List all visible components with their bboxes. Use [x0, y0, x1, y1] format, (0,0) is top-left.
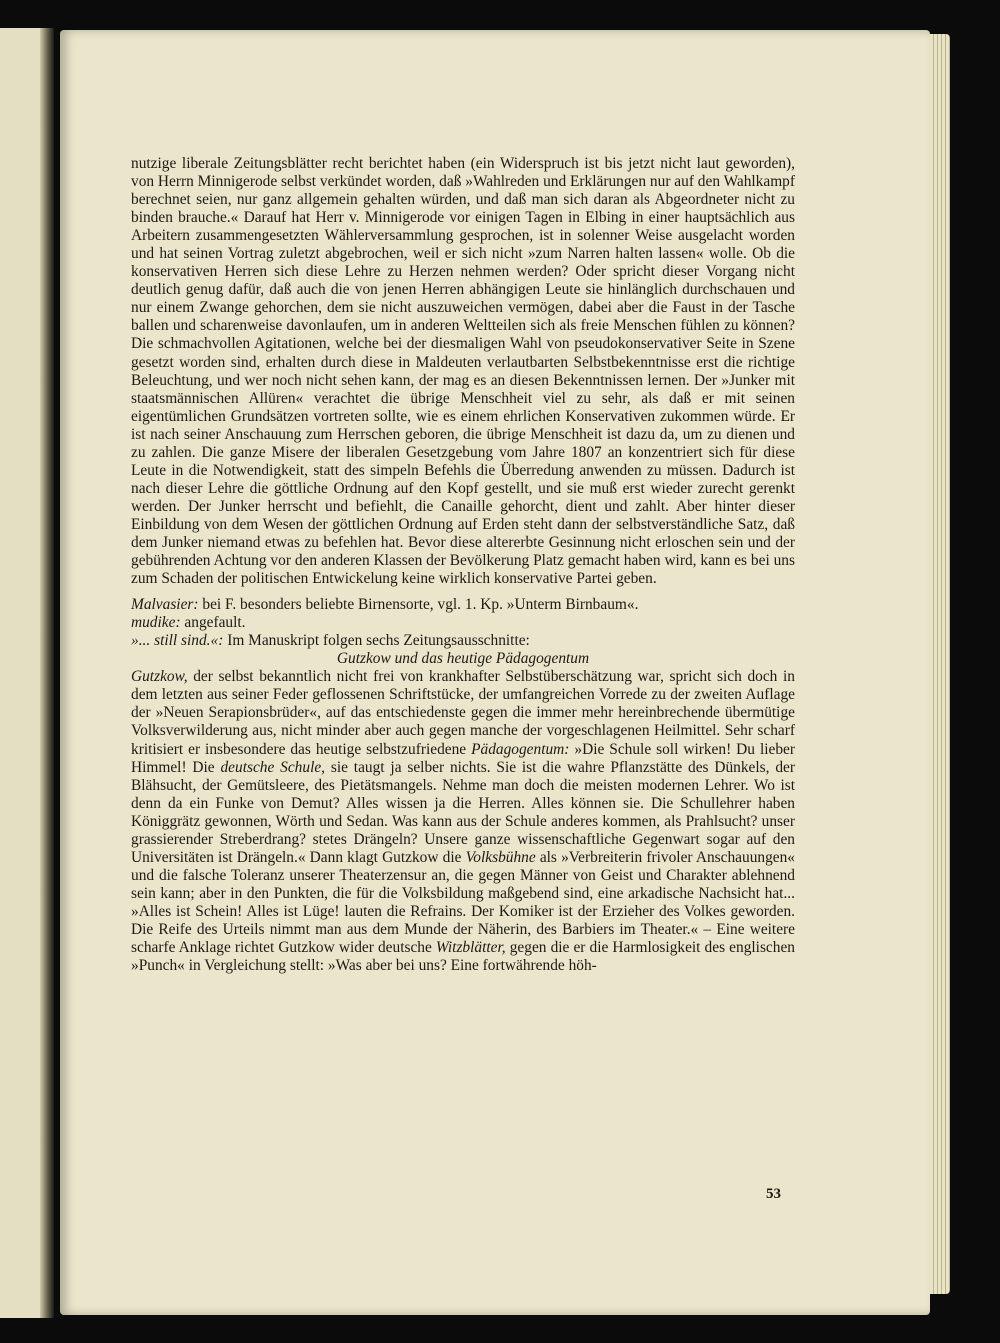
page-number: 53: [766, 1186, 781, 1202]
clipping-heading: Gutzkow und das heutige Pädagogentum: [336, 650, 590, 668]
text-run: sie taugt ja selber nichts. Sie ist die wahre Pflanzstätte des Dünkels, der Blähsucht, der Gemütsleere, des Pietätsmangels. Nehme man doch die meisten modernen Lehrer. Wo ist denn da ein Funke von Demut? Alles wissen ja die Herren. Alles können sie. Die Schullehrer haben Königgrätz gewonnen, Wörth und Sedan. Was kann aus der Schule anderes kommen, als Prahlsucht? unser grassierender Streberdrang? stetes Drängeln? Unsere ganze wissenschaftliche Gegenwart sogar auf den Universitäten ist Drängeln.« Dann klagt Gutzkow die: [131, 758, 795, 866]
note-text: Im Manuskript folgen sechs Zeitungsausschnitte:: [223, 632, 530, 650]
note-lemma: mudike:: [131, 614, 181, 632]
text-run: »Die Schule soll wirken! Du lieber Himmel! Die: [131, 740, 795, 776]
note-still-sind: [131, 632, 795, 650]
note-text: angefault.: [180, 614, 246, 632]
note-text: bei F. besonders beliebte Birnensorte, vgl. 1. Kp. »Unterm Birnbaum«.: [198, 596, 639, 614]
note-lemma: Malvasier:: [131, 596, 199, 614]
body-paragraph-1: nutzige liberale Zeitungsblätter recht berichtet haben (ein Widerspruch ist bis jetzt nicht laut geworden), von Herrn Minnigerode selbst verkündet worden, daß »Wahlreden und Erklärungen nur auf den Wahlkampf berechnet seien, nur ganz allgemein gehalten würden, und daß man sich daran als Abgeordneter nicht zu binden brauche.« Darauf hat Herr v. Minnigerode vor einigen Tagen in Elbing in einer hauptsächlich aus Arbeitern zusammengesetzten Wählerversammlung gesprochen, ist in solenner Weise ausgelacht worden und hat seinen Vortrag zuletzt abgebrochen, weil er sich nicht »zum Narren halten lassen« wolle. Ob die konservativen Herren sich diese Lehre zu Herzen nehmen werden? Oder spricht dieser Vorgang nicht deutlich genug dafür, daß auch die von jenen Herren abhängigen Leute sie hinlänglich durchschauen und nur einem Zwange gehorchen, dem sie nicht auszuweichen vermögen, dabei aber die Faust in der Tasche ballen und scharenweise davonlaufen, um in anderen Weltteilen sich als freie Menschen fühlen zu können? Die schmachvollen Agitationen, welche bei der diesmaligen Wahl von pseudokonservativer Seite in Szene gesetzt worden sind, erhalten durch diese in Maldeuten verlautbarten Selbstbekenntnisse erst die richtige Beleuchtung, und wer noch nicht sehen kann, der mag es an diesen Bekenntnissen lernen. Der »Junker mit staatsmännischen Allüren« verachtet die übrige Menschheit viel zu sehr, als daß er mit seinen eigentümlichen Grundsätzen vortreten sollte, wie es einem ehrlichen Konservativen zukommen würde. Er ist nach seiner Anschauung zum Herrschen geboren, die übrige Menschheit ist dazu da, um zu dienen und zu zahlen. Die ganze Misere der liberalen Gesetzgebung vom Jahre 1807 an konzentriert sich für diese Leute in die Notwendigkeit, statt des simpeln Befehls die Überredung anwenden zu müssen. Dadurch ist nach dieser Lehre die göttliche Ordnung auf den Kopf gestellt, und sie muß erst wieder zurecht gerenkt werden. Der Junker herrscht und befiehlt, die Canaille gehorcht, dient und zahlt. Aber hinter dieser Einbildung von dem Wesen der göttlichen Ordnung auf Erden steht dann der selbstverständliche Satz, daß dem Junker niemand etwas zu befehlen hat. Bevor diese altererbte Gesinnung nicht erloschen sein und der gebührenden Achtung vor den anderen Klassen der Bevölkerung Platz gemacht haben wird, kann es bei uns zum Schaden der politischen Entwickelung keine wirklich konservative Partei geben.: [131, 155, 795, 588]
paragraph-lemma: Gutzkow,: [131, 668, 188, 686]
emphasis: Volksbühne: [465, 848, 536, 866]
text-run: als »Verbreiterin frivoler Anschauungen« und die falsche Toleranz unserer Theaterzensur an, die gegen Männer von Geist und Charakter ablehnend sein kann; aber in den Punkten, die für die Volksbildung maßgebend sind, eine arkadische Nachsicht hat... »Alles ist Schein! Alles ist Lüge! lauten die Refrains. Der Komiker ist der Erzieher des Volkes geworden. Die Reife des Urteils nimmt man aus dem Munde der Näherin, des Barbiers im Theater.« – Eine weitere scharfe Anklage richtet Gutzkow wider deutsche: [131, 848, 795, 957]
page-text-block: [131, 155, 795, 975]
emphasis: deutsche Schule,: [220, 758, 326, 776]
commentary-notes: [131, 596, 795, 650]
note-lemma: »... still sind.«:: [131, 632, 224, 650]
emphasis: Pädagogentum:: [471, 740, 570, 758]
body-paragraph-2: [131, 668, 795, 975]
note-mudike: [131, 614, 795, 632]
book-gutter: [40, 28, 54, 1318]
text-run: der selbst bekanntlich nicht frei von krankhafter Selbstüberschätzung war, spricht sich doch in dem letzten aus seiner Feder geflossenen Schriftstücke, der umfangreichen Vorrede zu der zweiten Auflage der »Neuen Serapionsbrüder«, auf das entschiedenste gegen die immer mehr hereinbrechende übermütige Volksverwilderung aus, nicht minder aber auch gegen manche der vorgeschlagenen Heilmittel. Sehr scharf kritisiert er insbesondere das heutige selbstzufriedene: [131, 668, 795, 758]
emphasis: Witzblätter,: [435, 939, 506, 957]
note-malvasier: [131, 596, 795, 614]
text-run: gegen die er die Harmlosigkeit des englischen »Punch« in Vergleichung stellt: »Was aber bei uns? Eine fortwährende höh-: [131, 939, 795, 975]
